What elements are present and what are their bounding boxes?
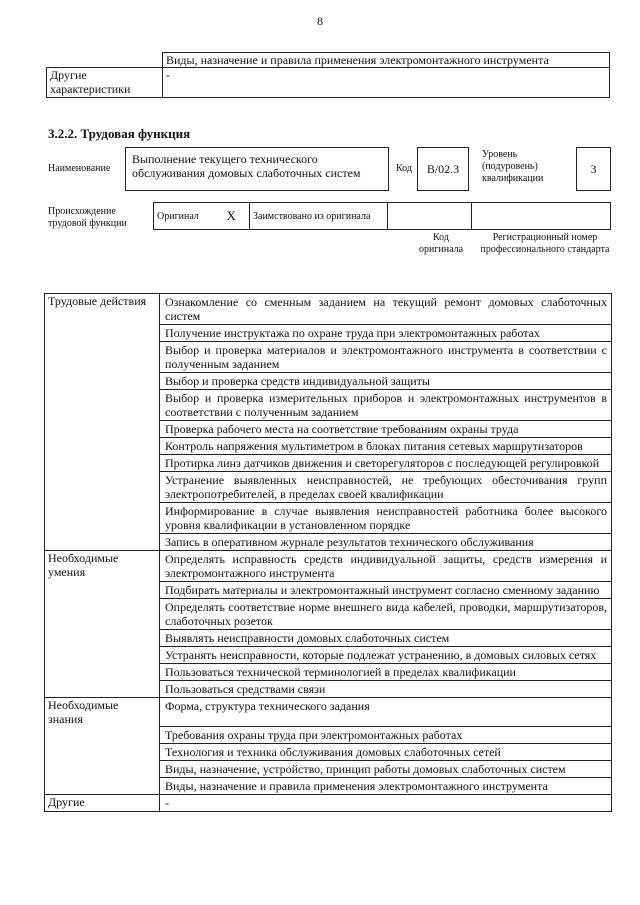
table-row (45, 760, 612, 777)
table-row (45, 534, 612, 551)
function-code-box: B/02.3 (417, 147, 469, 191)
code-label: Код (396, 163, 412, 174)
table-row (45, 647, 612, 664)
list-item: Выявлять неисправности домовых слаботочных систем (160, 630, 612, 647)
section-title: 3.2.2. Трудовая функция (48, 126, 191, 141)
table-row (45, 664, 612, 681)
group-label-continuation (45, 681, 160, 698)
function-details-table (44, 293, 612, 812)
group-label-continuation (45, 438, 160, 455)
table-row (45, 551, 612, 582)
group-label-continuation (45, 421, 160, 438)
list-item: Технология и техника обслуживания домовых слаботочных сетей (160, 743, 612, 760)
list-item: Информирование в случае выявления неисправностей работника более высокого уровня квалификации в установленном порядке (160, 503, 612, 534)
group-label-continuation (45, 390, 160, 421)
group-label-continuation (45, 373, 160, 390)
table-row (45, 698, 612, 727)
borrowed-cell: Заимствовано из оригинала (250, 203, 388, 230)
list-item: Выбор и проверка измерительных приборов и электромонтажных инструментов в соответствии с полученным заданием (160, 390, 612, 421)
group-label: Трудовые действия (45, 294, 160, 325)
group-label: Необходимые знания (45, 698, 160, 727)
group-label-continuation (45, 599, 160, 630)
list-item: Форма, структура технического задания (160, 698, 612, 727)
origin-table (153, 202, 611, 230)
table-row (45, 681, 612, 698)
group-label-continuation (45, 777, 160, 794)
table-row (45, 373, 612, 390)
list-item: Выбор и проверка материалов и электромонтажного инструмента в соответствии с полученным заданием (160, 342, 612, 373)
list-item: Пользоваться средствами связи (160, 681, 612, 698)
list-item: Проверка рабочего места на соответствие требованиям охраны труда (160, 421, 612, 438)
continuation-table (46, 52, 610, 98)
list-item: Получение инструктажа по охране труда при электромонтажных работах (160, 325, 612, 342)
continuation-text: Виды, назначение и правила применения электромонтажного инструмента (163, 53, 610, 68)
group-label-continuation (45, 647, 160, 664)
table-row (45, 599, 612, 630)
other-characteristics-label: Другие характеристики (47, 68, 163, 98)
group-label-continuation (45, 582, 160, 599)
original-mark: X (214, 203, 250, 230)
table-row (45, 503, 612, 534)
group-label-continuation (45, 503, 160, 534)
table-row (45, 630, 612, 647)
origin-label: Происхождение трудовой функции (48, 206, 127, 229)
table-row (45, 455, 612, 472)
group-label-continuation (45, 534, 160, 551)
table-row (45, 472, 612, 503)
page-number: 8 (317, 14, 323, 28)
group-label: Необходимые умения (45, 551, 160, 582)
group-label-continuation (45, 630, 160, 647)
group-label: Другие (45, 794, 160, 811)
group-label-continuation (45, 664, 160, 681)
group-label-continuation (45, 325, 160, 342)
list-item: Требования охраны труда при электромонтажных работах (160, 726, 612, 743)
list-item: Виды, назначение и правила применения электромонтажного инструмента (160, 777, 612, 794)
group-label-continuation (45, 455, 160, 472)
group-label-continuation (45, 726, 160, 743)
list-item: Виды, назначение, устройство, принцип работы домовых слаботочных систем (160, 760, 612, 777)
table-row (45, 342, 612, 373)
original-code-cell (388, 203, 472, 230)
level-box: 3 (576, 147, 611, 191)
list-item: Устранение выявленных неисправностей, не требующих обесточивания групп электропотребителей, в пределах своей квалификации (160, 472, 612, 503)
table-row (45, 438, 612, 455)
registration-number-caption: Регистрационный номер профессионального стандарта (480, 232, 610, 255)
list-item: Ознакомление со сменным заданием на текущий ремонт домовых слаботочных систем (160, 294, 612, 325)
table-row (45, 743, 612, 760)
list-item: Контроль напряжения мультиметром в блоках питания сетевых маршрутизаторов (160, 438, 612, 455)
table-row (45, 421, 612, 438)
table-row (45, 582, 612, 599)
list-item: Пользоваться технической терминологией в пределах квалификации (160, 664, 612, 681)
list-item: Определять соответствие норме внешнего вида кабелей, проводки, маршрутизаторов, слаботочных розеток (160, 599, 612, 630)
list-item: Выбор и проверка средств индивидуальной защиты (160, 373, 612, 390)
function-details-body (45, 294, 612, 812)
group-label-continuation (45, 472, 160, 503)
group-label-continuation (45, 760, 160, 777)
empty-cell (47, 53, 163, 68)
list-item: Определять исправность средств индивидуальной защиты, средств измерения и электромонтажного инструмента (160, 551, 612, 582)
table-row (45, 794, 612, 811)
list-item: Запись в оперативном журнале результатов технического обслуживания (160, 534, 612, 551)
table-row (45, 726, 612, 743)
list-item: Устранять неисправности, которые подлежат устранению, в домовых силовых сетях (160, 647, 612, 664)
original-cell: Оригинал (154, 203, 214, 230)
table-row (45, 325, 612, 342)
original-code-caption: Код оригинала (418, 232, 464, 255)
table-row (45, 294, 612, 325)
table-row (45, 777, 612, 794)
list-item: Подбирать материалы и электромонтажный инструмент согласно сменному заданию (160, 582, 612, 599)
name-label: Наименование (48, 163, 111, 174)
list-item: - (160, 794, 612, 811)
group-label-continuation (45, 342, 160, 373)
table-row (45, 390, 612, 421)
function-name-box: Выполнение текущего технического обслуживания домовых слаботочных систем (125, 147, 389, 191)
level-label: Уровень (подуровень) квалификации (482, 149, 544, 184)
other-characteristics-value: - (163, 68, 610, 98)
registration-number-cell (472, 203, 611, 230)
list-item: Протирка линз датчиков движения и светорегуляторов с последующей регулировкой (160, 455, 612, 472)
group-label-continuation (45, 743, 160, 760)
